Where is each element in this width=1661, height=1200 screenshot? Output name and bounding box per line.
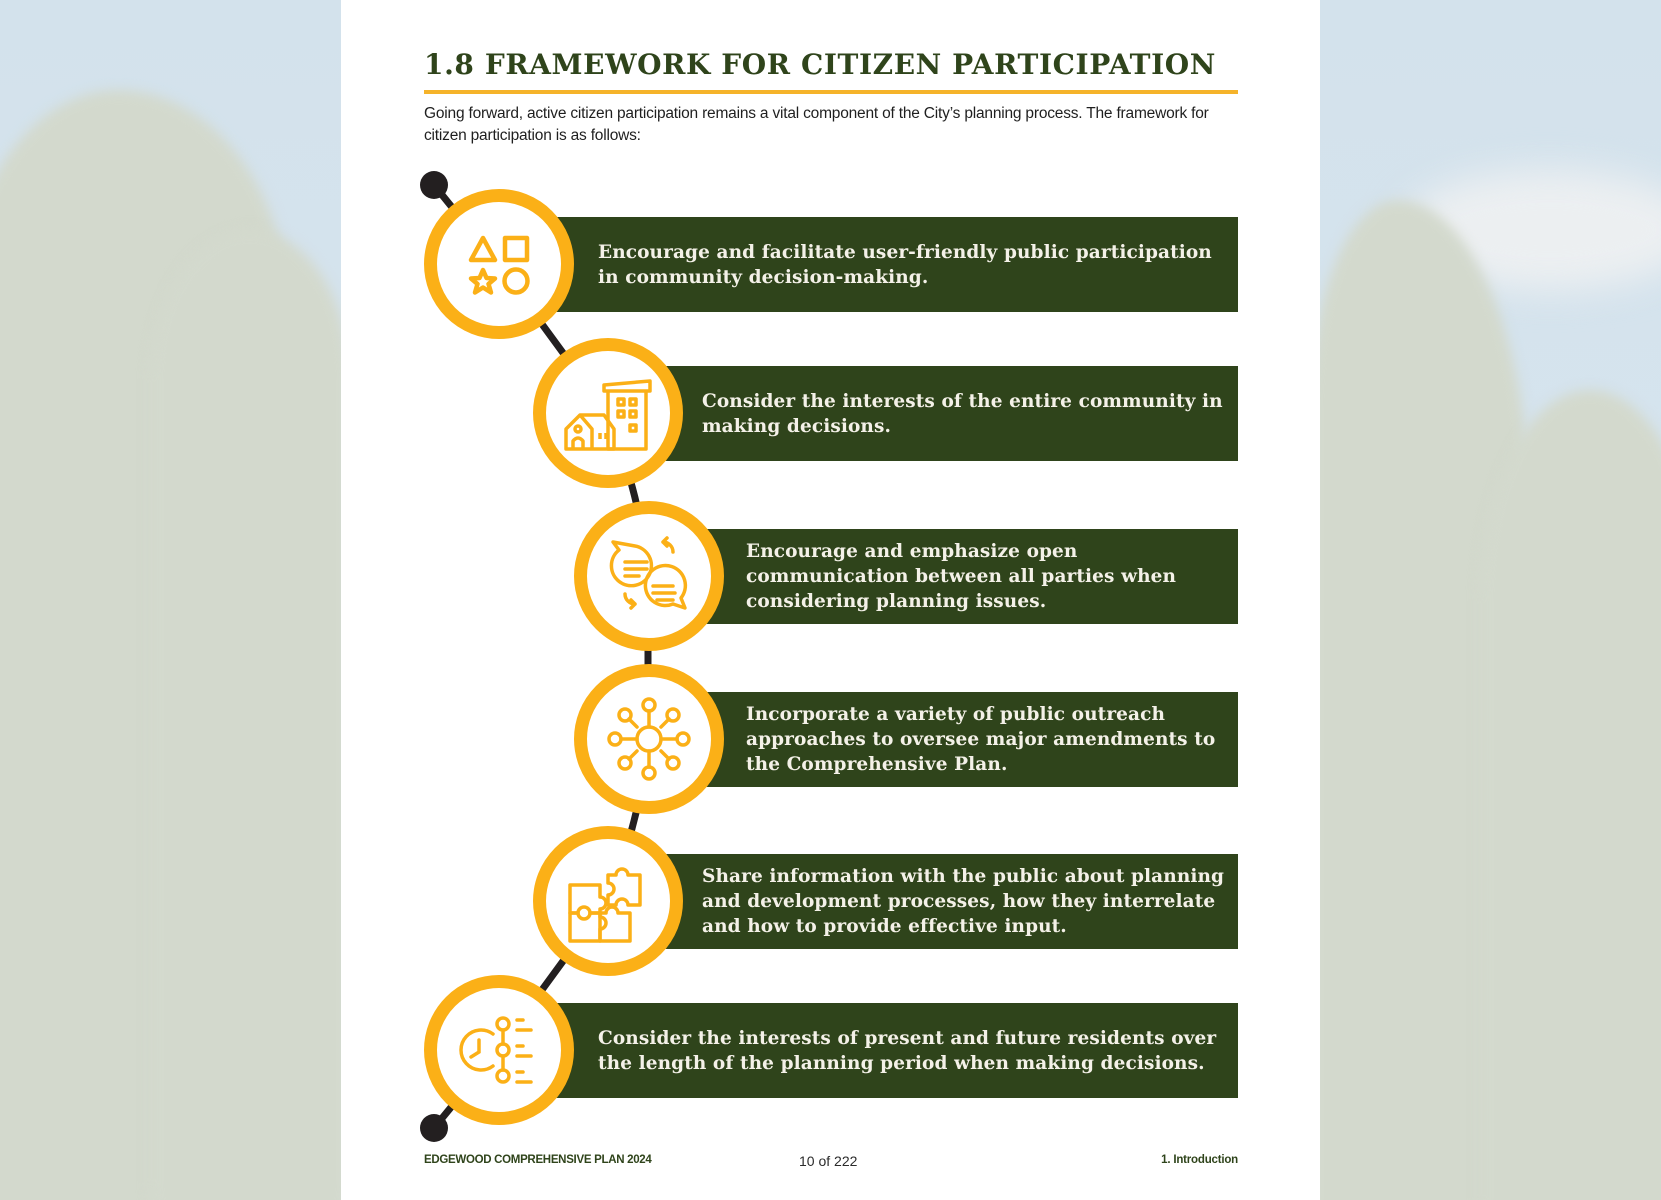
footer-section: 1. Introduction	[1161, 1154, 1238, 1166]
shapes-icon	[451, 216, 547, 312]
framework-item-4	[704, 692, 1238, 787]
framework-item-6	[555, 1003, 1238, 1098]
framework-item-5	[663, 854, 1238, 949]
framework-item-text: Incorporate a variety of public outreach approaches to oversee major amendments to the Comprehensive Plan.	[746, 704, 1216, 775]
document-page	[341, 0, 1320, 1200]
intro-paragraph: Going forward, active citizen participation remains a vital component of the City’s planning process. The framework for citizen participation is as follows:	[424, 105, 1209, 144]
start-dot	[420, 171, 448, 199]
framework-item-1	[555, 217, 1238, 312]
network-hub-icon	[601, 691, 697, 787]
clock-timeline-icon	[451, 1002, 547, 1098]
puzzle-icon	[560, 853, 656, 949]
framework-item-text: Consider the interests of present and future residents over the length of the planning period when making decisions.	[598, 1027, 1217, 1074]
chat-bubbles-icon	[601, 528, 697, 624]
framework-item-2	[663, 366, 1238, 461]
icon-badge-1	[424, 189, 574, 339]
framework-item-text: Consider the interests of the entire community in making decisions.	[702, 390, 1223, 437]
framework-item-text: Encourage and emphasize open communication between all parties when considering planning issues.	[746, 541, 1177, 612]
page-number: 10 of 222	[799, 1153, 858, 1169]
tree-right-2	[1480, 390, 1661, 1200]
framework-item-text: Encourage and facilitate user-friendly public participation in community decision-making.	[598, 241, 1212, 288]
icon-badge-5	[533, 826, 683, 976]
tree-left-2	[150, 230, 350, 1200]
footer-document-title: EDGEWOOD COMPREHENSIVE PLAN 2024	[424, 1154, 652, 1166]
icon-badge-2	[533, 338, 683, 488]
end-dot	[420, 1114, 448, 1142]
icon-badge-3	[574, 501, 724, 651]
buildings-icon	[560, 365, 656, 461]
icon-badge-4	[574, 664, 724, 814]
framework-item-3	[704, 529, 1238, 624]
icon-badge-6	[424, 975, 574, 1125]
page-title: 1.8 FRAMEWORK FOR CITIZEN PARTICIPATION	[424, 48, 1216, 81]
framework-item-text: Share information with the public about planning and development processes, how they interrelate and how to provide effective input.	[702, 866, 1225, 937]
